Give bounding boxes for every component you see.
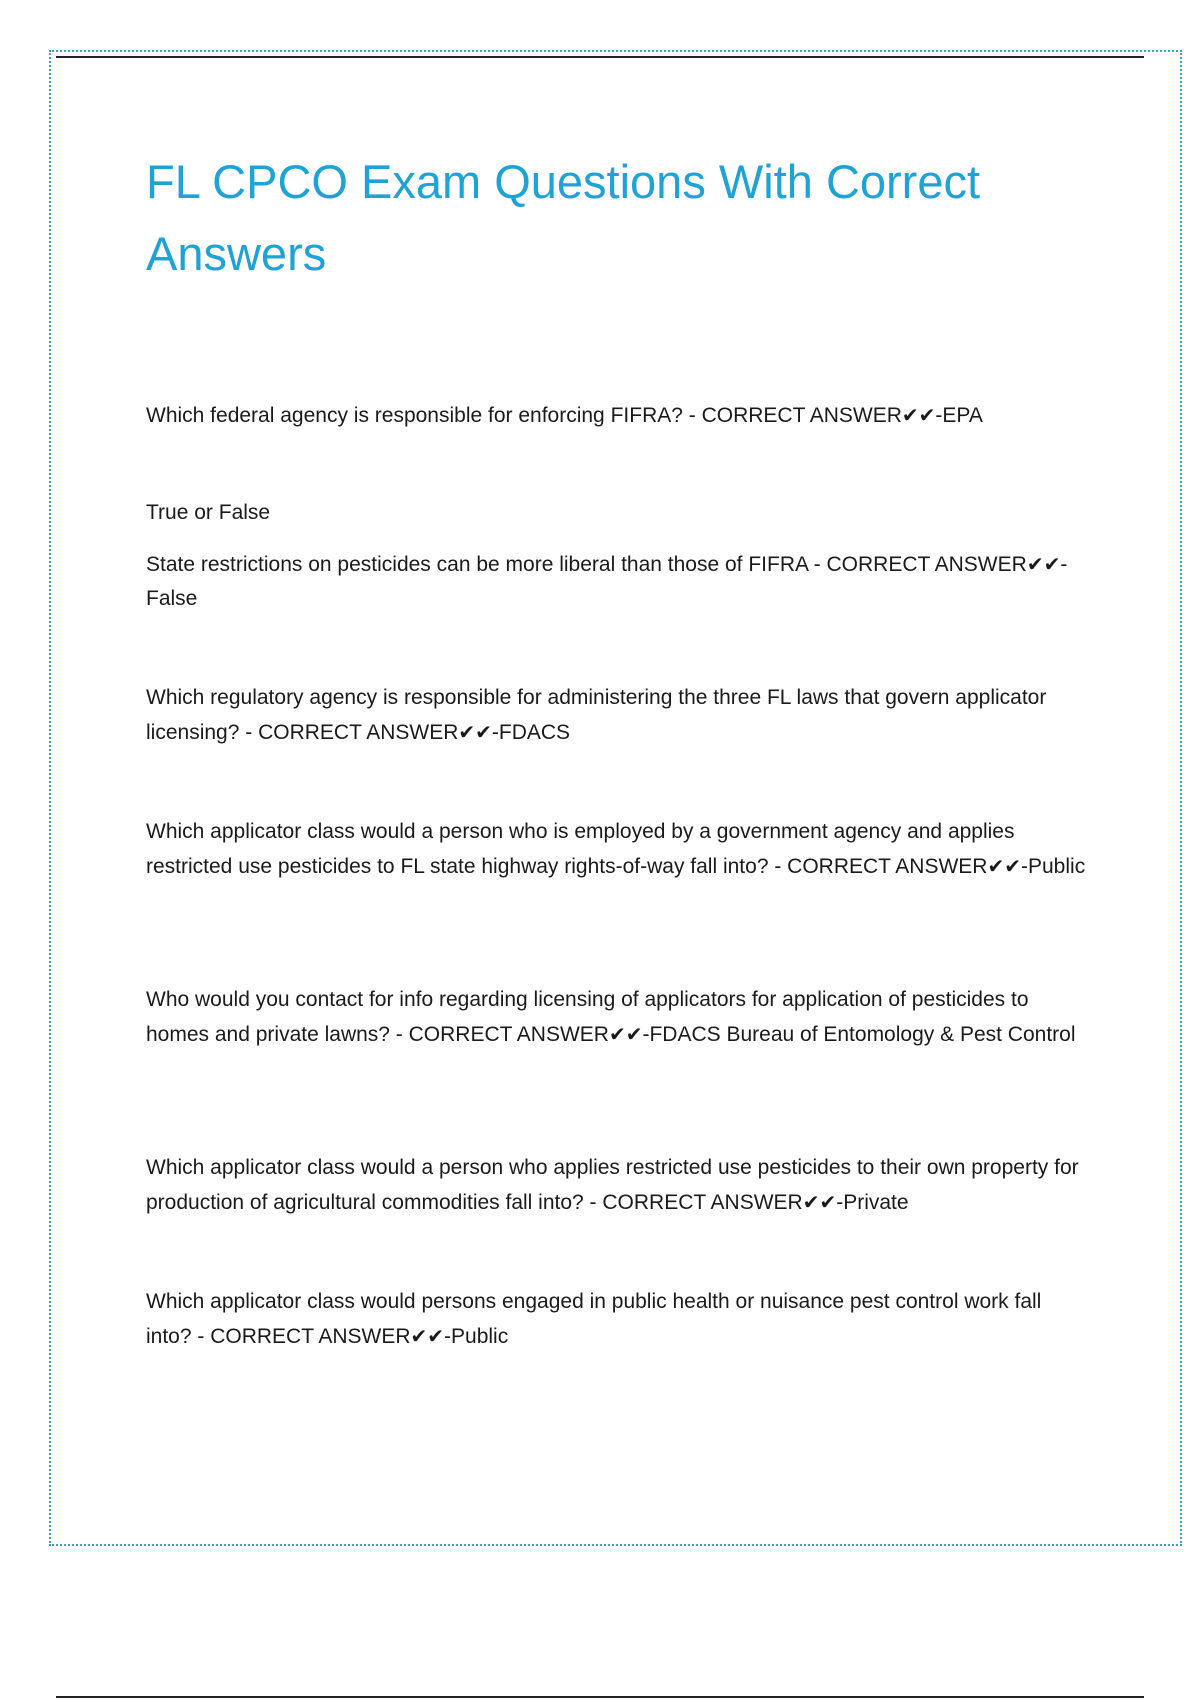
qa-item	[146, 496, 1086, 530]
check-icon: ✔✔	[608, 1022, 643, 1046]
check-icon: ✔✔	[410, 1324, 445, 1348]
answer-label: CORRECT ANSWER	[787, 855, 988, 878]
answer-label: CORRECT ANSWER	[826, 553, 1027, 576]
question-text: Which federal agency is responsible for enforcing FIFRA? -	[146, 404, 702, 427]
answer-text: -FDACS	[491, 721, 571, 744]
answer-label: CORRECT ANSWER	[408, 1023, 609, 1046]
check-icon: ✔✔	[901, 403, 936, 427]
document-title: FL CPCO Exam Questions With Correct Answers	[146, 155, 981, 280]
qa-item	[146, 815, 1086, 884]
answer-text: -Public	[444, 1325, 509, 1348]
qa-item	[146, 547, 1086, 616]
answer-label: CORRECT ANSWER	[210, 1325, 411, 1348]
bottom-divider	[56, 1696, 1144, 1698]
check-icon: ✔✔	[802, 1190, 837, 1214]
answer-label: CORRECT ANSWER	[701, 404, 902, 427]
qa-item	[146, 983, 1086, 1052]
check-icon: ✔✔	[1026, 552, 1061, 576]
check-icon: ✔✔	[987, 854, 1021, 878]
answer-label: CORRECT ANSWER	[258, 721, 459, 744]
question-text: Who would you contact for info regarding licensing of applicators for application of pesticides to homes and private lawns? -	[146, 988, 1029, 1046]
question-text: Which applicator class would a person who applies restricted use pesticides to their own property for production of agricultural commodities fall into? -	[146, 1156, 1079, 1214]
question-text: State restrictions on pesticides can be more liberal than those of FIFRA -	[146, 553, 827, 576]
qa-item	[146, 1151, 1086, 1220]
check-icon: ✔✔	[458, 720, 492, 744]
question-text: Which applicator class would a person who is employed by a government agency and applies restricted use pesticides to FL state highway rights-of-way fall into? -	[146, 820, 1015, 878]
answer-text: -Private	[836, 1191, 909, 1214]
answer-text: -EPA	[935, 404, 983, 427]
qa-item	[146, 1285, 1086, 1354]
top-divider	[56, 56, 1144, 58]
answer-label: CORRECT ANSWER	[602, 1191, 803, 1214]
question-text: Which regulatory agency is responsible for administering the three FL laws that govern applicator licensing? -	[146, 686, 1047, 744]
qa-item	[146, 681, 1086, 750]
answer-text: -Public	[1021, 855, 1086, 878]
question-text: True or False	[146, 501, 271, 524]
question-text: Which applicator class would persons engaged in public health or nuisance pest control work fall into? -	[146, 1290, 1042, 1348]
qa-item	[146, 398, 1086, 433]
answer-text: -False	[146, 553, 1068, 610]
answer-text: -FDACS Bureau of Entomology & Pest Control	[642, 1023, 1076, 1046]
